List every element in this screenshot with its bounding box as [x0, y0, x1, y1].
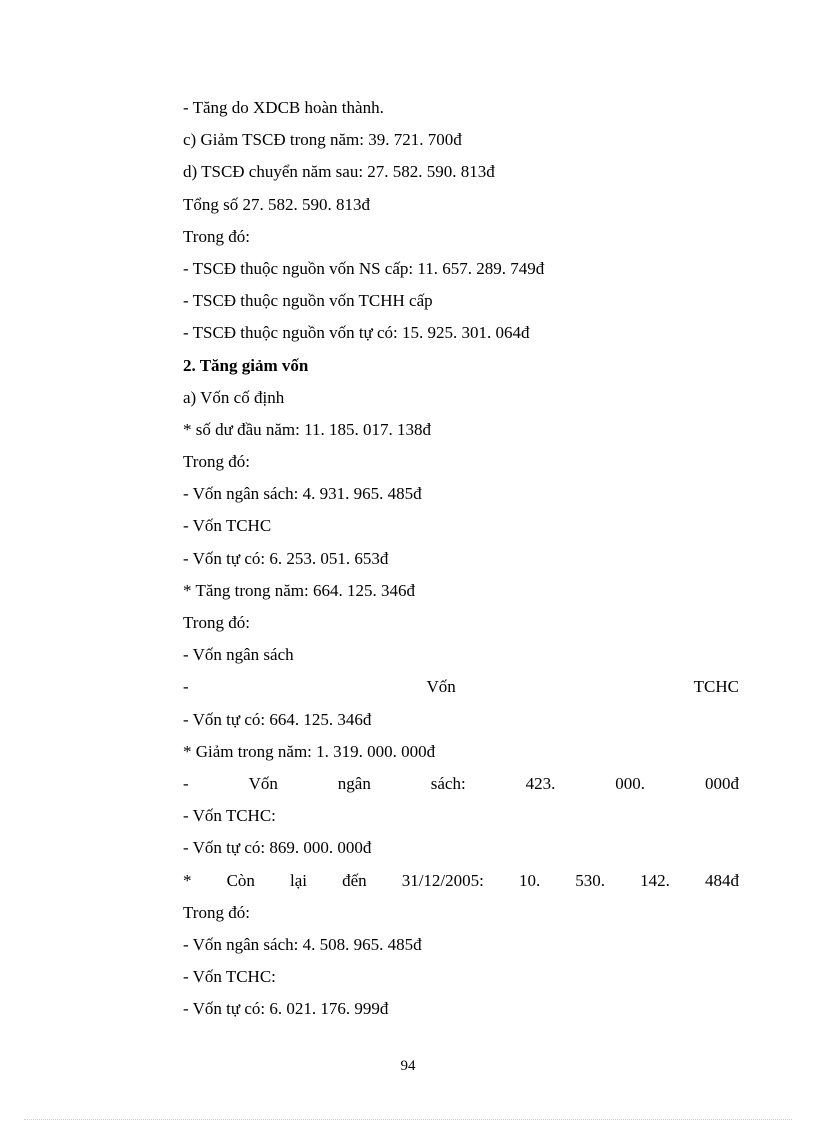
word: đến: [342, 870, 367, 890]
page-number: 94: [400, 1058, 416, 1074]
text-line: * Giảm trong năm: 1. 319. 000. 000đ: [183, 741, 436, 761]
word: Vốn: [248, 773, 278, 793]
text-line: * số dư đầu năm: 11. 185. 017. 138đ: [183, 419, 431, 439]
text-line: - Vốn ngân sách: [183, 645, 294, 665]
word: sách:: [430, 773, 466, 793]
text-line: - Vốn tự có: 6. 253. 051. 653đ: [183, 548, 389, 568]
text-line: Tổng số 27. 582. 590. 813đ: [183, 194, 370, 214]
word: ngân: [337, 773, 371, 793]
text-line: - Vốn TCHC: [183, 516, 272, 536]
document-body: [183, 92, 739, 1025]
text-line: d) TSCĐ chuyển năm sau: 27. 582. 590. 813đ: [183, 162, 495, 182]
text-line: c) Giảm TSCĐ trong năm: 39. 721. 700đ: [183, 130, 462, 150]
text-line: - Vốn tự có: 664. 125. 346đ: [183, 709, 372, 729]
word: 142.: [640, 870, 670, 890]
section-heading: 2. Tăng giảm vốn: [183, 355, 309, 375]
word: lại: [290, 870, 307, 890]
text-line: - Vốn ngân sách: 4. 931. 965. 485đ: [183, 484, 422, 504]
text-line: Trong đó:: [183, 613, 250, 632]
text-line: - Vốn ngân sách: 4. 508. 965. 485đ: [183, 934, 422, 954]
word: 000đ: [704, 773, 739, 793]
justified-line: [183, 865, 739, 897]
text-line: - TSCĐ thuộc nguồn vốn NS cấp: 11. 657. 289. 749đ: [183, 258, 545, 278]
word: 530.: [575, 870, 606, 890]
word: 31/12/2005:: [401, 870, 484, 890]
text-line: - Vốn tự có: 869. 000. 000đ: [183, 838, 372, 858]
text-line: - TSCĐ thuộc nguồn vốn tự có: 15. 925. 301. 064đ: [183, 323, 530, 343]
word: 10.: [518, 870, 541, 890]
text-line: Trong đó:: [183, 902, 250, 922]
word: -: [183, 773, 189, 793]
text-line: * Tăng trong năm: 664. 125. 346đ: [183, 580, 415, 600]
word: TCHC: [693, 677, 739, 697]
word: Vốn: [426, 677, 456, 697]
text-line: - Vốn TCHC:: [183, 967, 276, 987]
justified-line: [183, 768, 739, 800]
justified-line: [183, 671, 739, 703]
text-line: a) Vốn cố định: [183, 387, 285, 407]
text-line: - Vốn TCHC:: [183, 806, 276, 826]
word: 423.: [525, 773, 556, 793]
text-line: - Tăng do XDCB hoàn thành.: [183, 98, 384, 117]
word: 484đ: [704, 870, 739, 890]
text-line: Trong đó:: [183, 226, 250, 246]
page-bottom-divider: [24, 1119, 792, 1120]
word: Còn: [226, 870, 255, 890]
text-line: - TSCĐ thuộc nguồn vốn TCHH cấp: [183, 291, 433, 311]
word: -: [183, 677, 189, 697]
word: *: [183, 870, 192, 890]
text-line: - Vốn tự có: 6. 021. 176. 999đ: [183, 999, 389, 1019]
text-line: Trong đó:: [183, 452, 250, 472]
word: 000.: [615, 773, 646, 793]
